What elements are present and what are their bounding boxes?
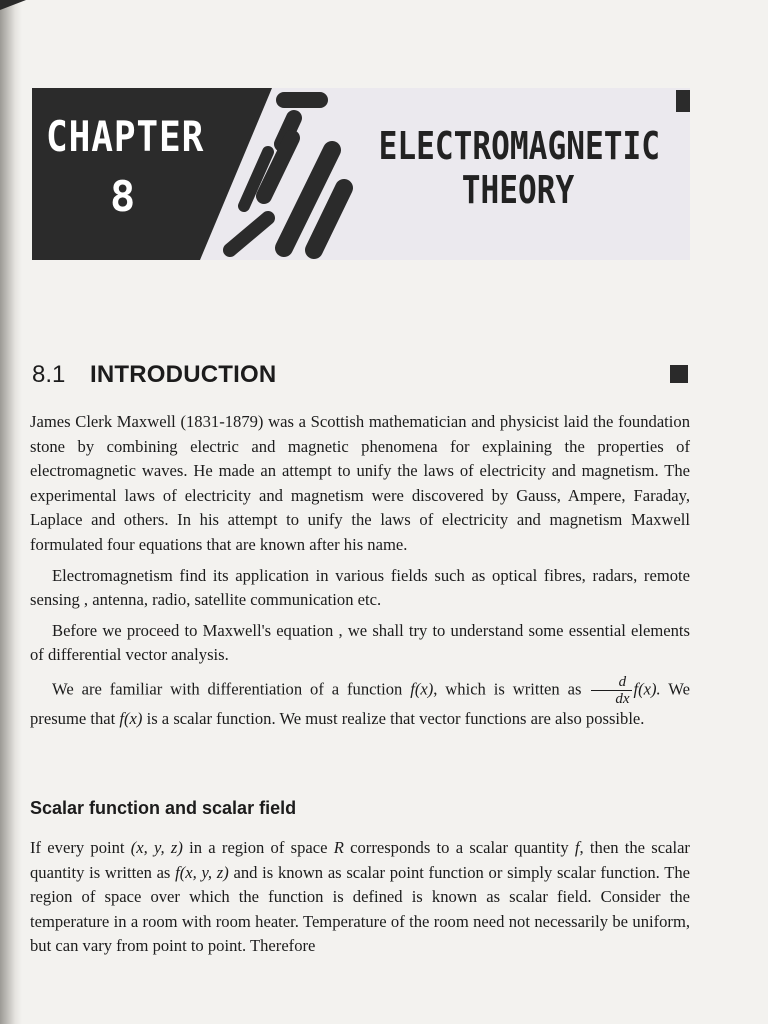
chapter-label: CHAPTER	[46, 112, 205, 161]
intro-paragraph-3: Before we proceed to Maxwell's equation , we shall try to understand some essential elements of differential vector analysis.	[30, 620, 690, 665]
fraction-denominator: dx	[615, 690, 630, 707]
scalar-math-R: R	[333, 838, 344, 857]
section-number: 8.1	[32, 361, 66, 388]
scalar-text-a: If every point	[30, 838, 125, 857]
p4-text-d: We presume that	[30, 679, 690, 728]
intro-paragraph-4	[30, 674, 690, 732]
scalar-text-e: and is known as scalar point function or simply scalar function. The region of space over which the function is defined is known as scalar field. Consider the temperature in a room with room heater. Temperature of the room need not necessarily be uniform, but can vary from point to point. Therefore	[30, 862, 691, 956]
page-edge-shadow	[0, 0, 22, 1024]
fraction-numerator: d	[591, 674, 631, 691]
scalar-body	[30, 836, 690, 959]
scalar-text-b: in a region of space	[189, 838, 328, 857]
section-heading	[32, 358, 690, 394]
chapter-title	[378, 124, 661, 212]
derivative-fraction	[591, 674, 631, 707]
corner-mark	[0, 0, 26, 10]
p4-math-fx-2: f(x).	[633, 679, 661, 699]
scalar-math-point: (x, y, z)	[130, 838, 183, 857]
chapter-title-line-2: THEORY	[461, 168, 575, 212]
intro-paragraph-1: James Clerk Maxwell (1831-1879) was a Scottish mathematician and physicist laid the foundation stone by combining electric and magnetic phenomena for explaining the properties of electromagnetic waves. He made an attempt to unify the laws of electricity and magnetism. The experimental laws of electricity and magnetism were discovered by Gauss, Ampere, Faraday, Laplace and others. In his attempt to unify the laws of electricity and magnetism Maxwell formulated four equations that are known after his name.	[30, 412, 690, 554]
section-title: INTRODUCTION	[90, 361, 277, 388]
chapter-title-line-1: ELECTROMAGNETIC	[378, 124, 661, 168]
p4-text-a: We are familiar with differentiation of a function	[52, 679, 403, 699]
chapter-banner	[32, 88, 690, 260]
intro-paragraph-2: Electromagnetism find its application in various fields such as optical fibres, radars, remote sensing , antenna, radio, satellite communication etc.	[30, 565, 690, 610]
scalar-paragraph	[30, 836, 690, 959]
scalar-text-d: , then the scalar quantity is written as	[30, 838, 690, 882]
p4-text-b: , which is written as	[433, 679, 582, 699]
scalar-math-f: f	[574, 838, 580, 857]
section-marker-square	[670, 365, 688, 383]
subsection-heading: Scalar function and scalar field	[30, 798, 297, 818]
scalar-math-fxyz: f(x, y, z)	[175, 862, 229, 882]
p4-math-fx-3: f(x)	[119, 708, 143, 728]
p4-text-f: is a scalar function. We must realize that vector functions are also possible.	[146, 708, 645, 728]
chapter-number: 8	[110, 172, 136, 221]
intro-body	[30, 410, 690, 738]
scalar-text-c: corresponds to a scalar quantity	[350, 838, 569, 857]
p4-math-fx: f(x)	[410, 679, 434, 699]
